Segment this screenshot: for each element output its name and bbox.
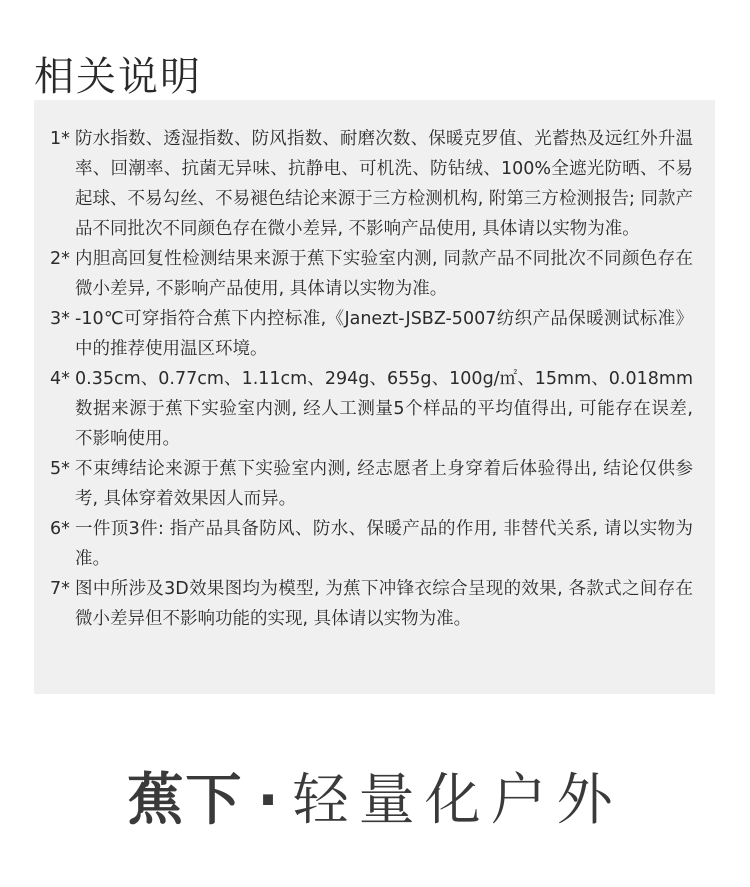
note-text: 防水指数、透湿指数、防风指数、耐磨次数、保暖克罗值、光蓄热及远红外升温率、回潮率、抗菌无异味、抗静电、可机洗、防钻绒、100%全遮光防晒、不易起球、不易勾丝、不易褪色结论来源于三方检测机构, 附第三方检测报告; 同款产品不同批次不同颜色存在微小差异, 不影响产品使用, 具体请以实物为准。 bbox=[75, 129, 693, 239]
note-item-7 bbox=[50, 574, 693, 634]
note-item-1 bbox=[50, 124, 693, 244]
slogan-separator: · bbox=[257, 768, 279, 833]
brand-tagline: 轻量化户外 bbox=[292, 768, 623, 833]
note-number: 2* bbox=[50, 249, 70, 269]
note-number: 4* bbox=[50, 369, 70, 389]
note-item-2 bbox=[50, 244, 693, 304]
note-number: 1* bbox=[50, 129, 70, 149]
page-title: 相关说明 bbox=[34, 53, 202, 100]
brand-slogan bbox=[0, 766, 750, 836]
note-text: 一件顶3件: 指产品具备防风、防水、保暖产品的作用, 非替代关系, 请以实物为准。 bbox=[75, 519, 693, 569]
note-number: 5* bbox=[50, 459, 70, 479]
note-item-6 bbox=[50, 514, 693, 574]
note-item-3 bbox=[50, 304, 693, 364]
note-list bbox=[50, 124, 693, 634]
note-text: 不束缚结论来源于蕉下实验室内测, 经志愿者上身穿着后体验得出, 结论仅供参考, 具体穿着效果因人而异。 bbox=[75, 459, 693, 509]
note-text: -10℃可穿指符合蕉下内控标准,《Janezt-JSBZ-5007纺织产品保暖测试标准》中的推荐使用温区环境。 bbox=[75, 309, 693, 359]
note-number: 7* bbox=[50, 579, 70, 599]
note-item-5 bbox=[50, 454, 693, 514]
note-number: 3* bbox=[50, 309, 70, 329]
note-text: 内胆高回复性检测结果来源于蕉下实验室内测, 同款产品不同批次不同颜色存在微小差异, 不影响产品使用, 具体请以实物为准。 bbox=[75, 249, 693, 299]
note-text: 0.35cm、0.77cm、1.11cm、294g、655g、100g/㎡、15mm、0.018mm数据来源于蕉下实验室内测, 经人工测量5个样品的平均值得出, 可能存在误差, 不影响使用。 bbox=[75, 369, 693, 449]
notes-panel bbox=[34, 100, 715, 694]
note-item-4 bbox=[50, 364, 693, 454]
note-number: 6* bbox=[50, 519, 70, 539]
note-text: 图中所涉及3D效果图均为模型, 为蕉下冲锋衣综合呈现的效果, 各款式之间存在微小差异但不影响功能的实现, 具体请以实物为准。 bbox=[75, 579, 693, 629]
brand-name: 蕉下 bbox=[127, 768, 244, 833]
